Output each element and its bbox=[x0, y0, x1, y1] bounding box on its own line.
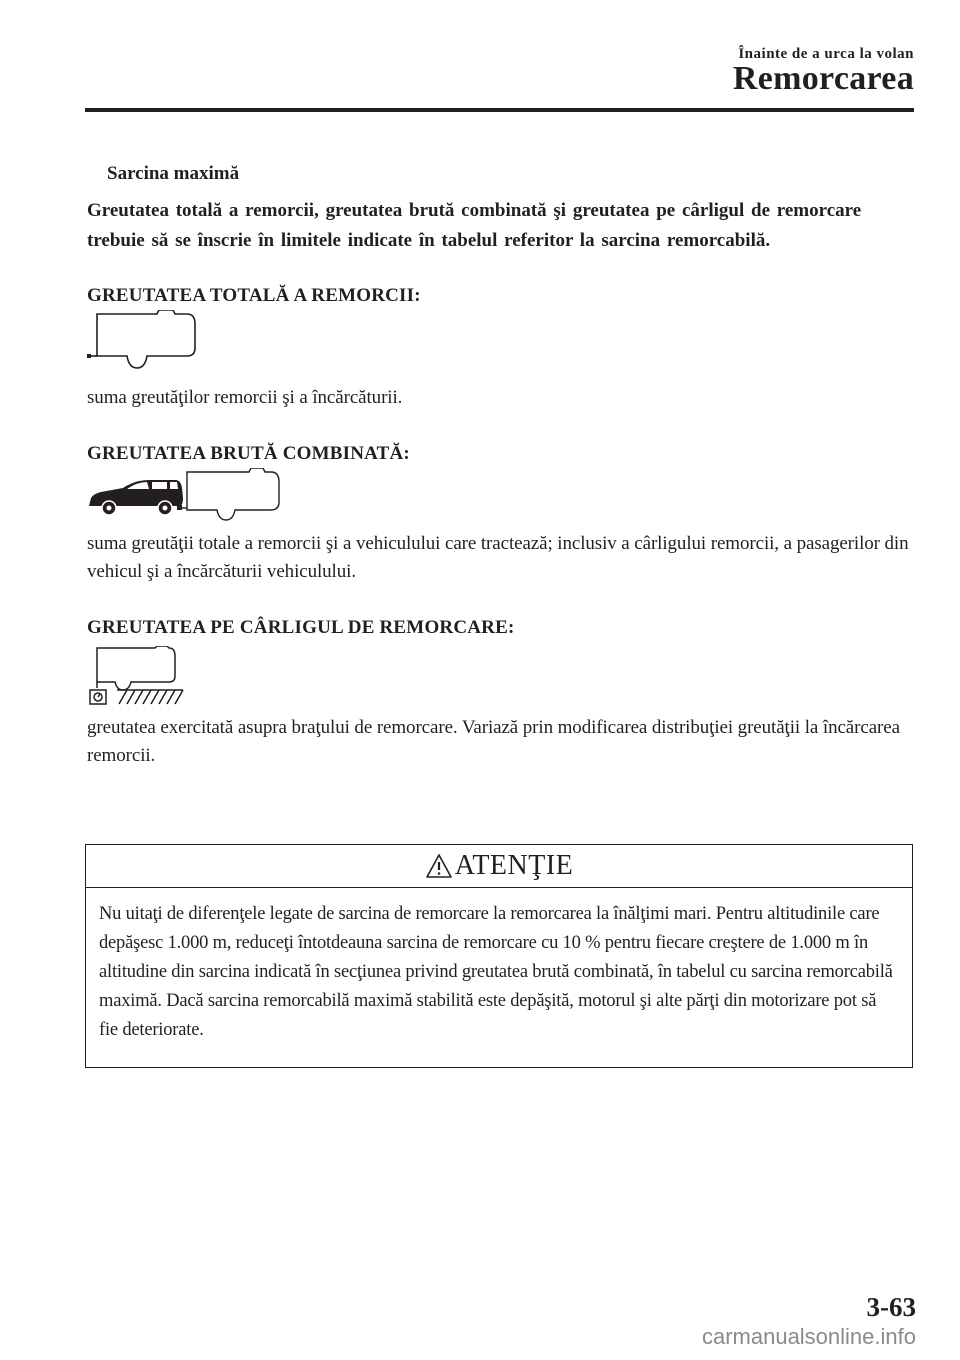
header-rule bbox=[85, 108, 914, 112]
car-with-trailer-icon bbox=[87, 468, 287, 524]
header-chapter: Înainte de a urca la volan bbox=[738, 46, 914, 62]
warning-triangle-icon bbox=[425, 853, 453, 879]
intro-paragraph: Greutatea totală a remorcii, greutatea brută combinată şi greutatea pe cârligul de remorcare trebuie să se înscrie în limitele indicate în tabelul referitor la sarcina remorcabilă. bbox=[87, 200, 862, 251]
main-content bbox=[87, 158, 917, 770]
term-tongue-weight: GREUTATEA PE CÂRLIGUL DE REMORCARE: bbox=[87, 617, 515, 638]
warning-title: ATENŢIE bbox=[454, 850, 574, 881]
term-gross-combined-weight: GREUTATEA BRUTĂ COMBINATĂ: bbox=[87, 443, 410, 464]
page-number: 3-63 bbox=[866, 1292, 916, 1322]
trailer-icon bbox=[87, 310, 207, 374]
term-tongue-weight-desc: greutatea exercitată asupra braţului de remorcare. Variază prin modificarea distribuţiei greutăţii la încărcarea remorcii. bbox=[87, 717, 900, 766]
warning-header bbox=[86, 845, 912, 888]
warning-box bbox=[85, 844, 913, 1068]
watermark: carmanualsonline.info bbox=[701, 1324, 916, 1349]
term-total-trailer-weight-desc: suma greutăţilor remorcii şi a încărcăturii. bbox=[87, 387, 403, 408]
section-heading: Sarcina maximă bbox=[107, 163, 240, 184]
page-title: Remorcarea bbox=[732, 60, 914, 97]
warning-body: Nu uitaţi de diferenţele legate de sarcina de remorcare la remorcarea la înălţimi mari. Pentru altitudinile care depăşesc 1.000 m, reduceţi întotdeauna sarcina de remorcare cu 10 % pentru fiecare creştere de 1.000 m în altitudine din sarcina indicată în secţiunea privind greutatea brută combinată, în tabelul cu sarcina remorcabilă maximă. Dacă sarcina remorcabilă maximă stabilită este depăşită, motorul şi alte părţi din motorizare pot să fie deteriorate. bbox=[99, 904, 893, 1040]
term-total-trailer-weight: GREUTATEA TOTALĂ A REMORCII: bbox=[87, 285, 421, 306]
term-gross-combined-weight-desc: suma greutăţii totale a remorcii şi a vehiculului care tractează; inclusiv a cârligului remorcii, a pasagerilor din vehicul şi a încărcăturii vehiculului. bbox=[87, 533, 909, 582]
tongue-weight-scale-icon bbox=[87, 646, 187, 706]
